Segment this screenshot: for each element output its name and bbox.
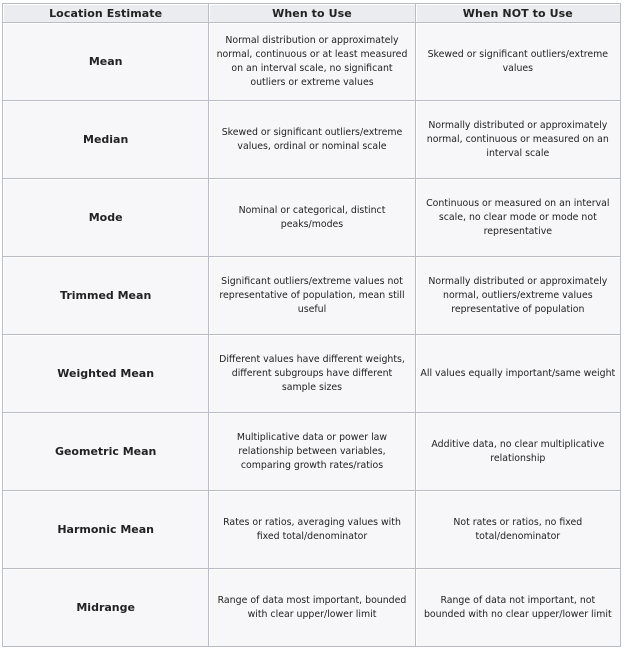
when-not-to-use-cell: Normally distributed or approximately normal, outliers/extreme values representative of population [416, 257, 621, 335]
estimate-name: Harmonic Mean [3, 491, 209, 569]
header-row [3, 4, 621, 23]
table-row [3, 257, 621, 335]
when-to-use-cell: Multiplicative data or power law relationship between variables, comparing growth rates/ratios [209, 413, 415, 491]
estimate-name: Trimmed Mean [3, 257, 209, 335]
when-not-to-use-cell: Normally distributed or approximately normal, continuous or measured on an interval scale [416, 101, 621, 179]
when-to-use-cell: Normal distribution or approximately normal, continuous or at least measured on an interval scale, no significant outliers or extreme values [209, 23, 415, 101]
when-to-use-cell: Rates or ratios, averaging values with fixed total/denominator [209, 491, 415, 569]
when-to-use-cell: Range of data most important, bounded with clear upper/lower limit [209, 569, 415, 647]
when-to-use-cell: Nominal or categorical, distinct peaks/modes [209, 179, 415, 257]
header-location-estimate: Location Estimate [3, 4, 209, 23]
estimate-name: Mean [3, 23, 209, 101]
estimate-name: Geometric Mean [3, 413, 209, 491]
table-row [3, 101, 621, 179]
table-header [3, 4, 621, 23]
when-to-use-cell: Different values have different weights, different subgroups have different sample sizes [209, 335, 415, 413]
when-not-to-use-cell: Additive data, no clear multiplicative relationship [416, 413, 621, 491]
estimate-name: Median [3, 101, 209, 179]
table-row [3, 413, 621, 491]
when-not-to-use-cell: All values equally important/same weight [416, 335, 621, 413]
header-when-not-to-use: When NOT to Use [416, 4, 621, 23]
when-to-use-cell: Skewed or significant outliers/extreme values, ordinal or nominal scale [209, 101, 415, 179]
estimate-name: Mode [3, 179, 209, 257]
table-body [3, 23, 621, 647]
table-row [3, 491, 621, 569]
estimate-name: Midrange [3, 569, 209, 647]
table-row [3, 569, 621, 647]
header-when-to-use: When to Use [209, 4, 415, 23]
when-not-to-use-cell: Not rates or ratios, no fixed total/denominator [416, 491, 621, 569]
table-row [3, 179, 621, 257]
when-not-to-use-cell: Skewed or significant outliers/extreme values [416, 23, 621, 101]
when-not-to-use-cell: Continuous or measured on an interval scale, no clear mode or mode not representative [416, 179, 621, 257]
location-estimates-table [2, 3, 621, 647]
when-not-to-use-cell: Range of data not important, not bounded with no clear upper/lower limit [416, 569, 621, 647]
table-row [3, 335, 621, 413]
estimate-name: Weighted Mean [3, 335, 209, 413]
when-to-use-cell: Significant outliers/extreme values not representative of population, mean still useful [209, 257, 415, 335]
table-row [3, 23, 621, 101]
